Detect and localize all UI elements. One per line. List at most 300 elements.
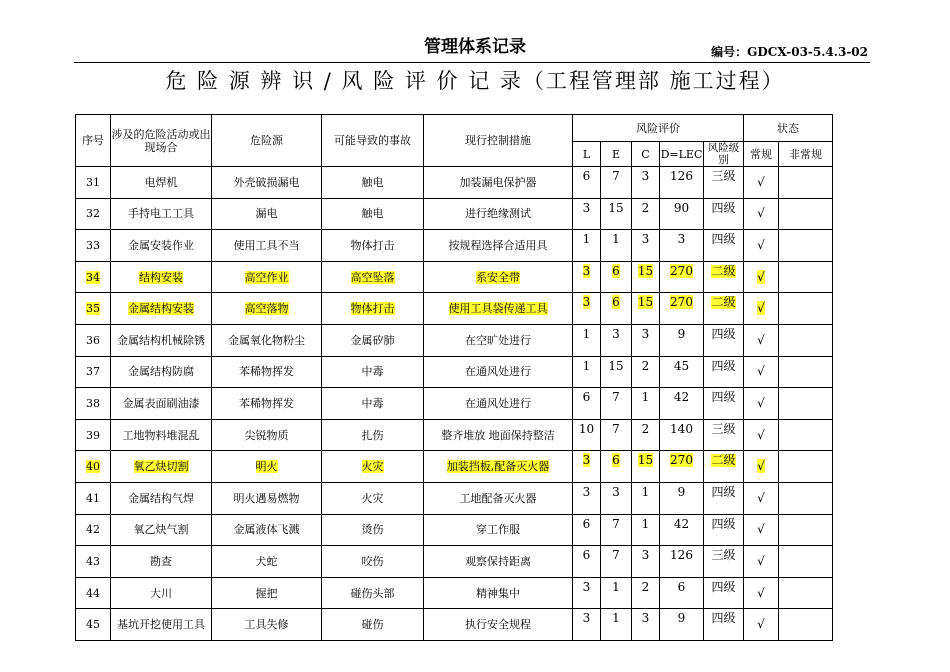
d-value [660, 198, 704, 230]
regular-check-text: √ [757, 553, 765, 568]
d-value-text: 270 [670, 453, 693, 468]
e-value-text: 1 [612, 579, 620, 594]
hazard-cell-text: 犬蛇 [255, 554, 278, 568]
irregular-check [779, 577, 833, 609]
l-value-text: 1 [582, 326, 591, 341]
accident-cell [322, 356, 424, 388]
c-value [632, 324, 660, 356]
d-value [660, 230, 704, 262]
activity-cell [111, 577, 212, 609]
table-row [76, 356, 833, 388]
col-header-activity: 涉及的危险活动或出现场合 [111, 115, 212, 167]
l-value [573, 324, 601, 356]
row-number-text: 34 [86, 270, 100, 284]
col-header-irregular: 非常规 [779, 142, 833, 167]
d-value-text: 3 [677, 232, 686, 247]
d-value [660, 514, 704, 546]
e-value-text: 7 [612, 421, 620, 436]
d-value-text: 42 [673, 516, 690, 531]
control-cell [424, 356, 573, 388]
activity-cell [111, 546, 212, 578]
irregular-check [779, 419, 833, 451]
hazard-cell-text: 工具失修 [244, 618, 289, 632]
hazard-cell-text: 握把 [255, 586, 278, 600]
row-number [76, 230, 111, 262]
c-value [632, 230, 660, 262]
accident-cell [322, 261, 424, 293]
accident-cell [322, 230, 424, 262]
accident-cell [322, 546, 424, 578]
d-value [660, 167, 704, 199]
control-cell-text: 在空旷处进行 [465, 333, 531, 347]
d-value [660, 324, 704, 356]
d-value [660, 293, 704, 325]
risk-level-text: 三级 [711, 421, 736, 436]
c-value [632, 609, 660, 641]
irregular-check [779, 198, 833, 230]
accident-cell-text: 触电 [361, 207, 384, 221]
regular-check [744, 451, 779, 483]
hazard-cell-text: 金属液体飞溅 [233, 523, 300, 537]
hazard-cell-text: 明火遇易燃物 [233, 491, 300, 505]
control-cell [424, 324, 573, 356]
c-value-text: 1 [641, 516, 650, 531]
irregular-check [779, 356, 833, 388]
c-value-text: 2 [641, 200, 650, 215]
regular-check [744, 546, 779, 578]
l-value [573, 388, 601, 420]
c-value [632, 261, 660, 293]
accident-cell [322, 482, 424, 514]
l-value-text: 3 [582, 611, 591, 626]
row-number [76, 261, 111, 293]
activity-cell [111, 167, 212, 199]
e-value-text: 1 [612, 611, 620, 626]
activity-cell-text: 金属结构气焊 [128, 491, 194, 505]
accident-cell [322, 388, 424, 420]
c-value-text: 3 [641, 326, 650, 341]
control-cell [424, 577, 573, 609]
l-value-text: 3 [582, 263, 591, 278]
risk-level [704, 482, 744, 514]
e-value-text: 6 [612, 453, 620, 468]
activity-cell-text: 大川 [150, 586, 172, 600]
activity-cell-text: 电焊机 [144, 175, 178, 189]
activity-cell [111, 261, 212, 293]
row-number [76, 198, 111, 230]
row-number [76, 514, 111, 546]
accident-cell-text: 碰伤 [361, 618, 384, 632]
d-value-text: 270 [670, 295, 693, 310]
risk-level [704, 293, 744, 325]
accident-cell-text: 火灾 [361, 460, 384, 474]
row-number [76, 419, 111, 451]
irregular-check [779, 167, 833, 199]
regular-check [744, 198, 779, 230]
control-cell-text: 工地配备灭火器 [459, 491, 537, 505]
row-number-text: 40 [86, 460, 100, 474]
accident-cell-text: 中毒 [361, 365, 384, 379]
table-row [76, 514, 833, 546]
e-value-text: 7 [612, 390, 620, 405]
risk-level [704, 198, 744, 230]
activity-cell-text: 基坑开挖使用工具 [117, 618, 205, 632]
row-number [76, 482, 111, 514]
regular-check [744, 261, 779, 293]
d-value-text: 126 [670, 169, 693, 183]
activity-cell [111, 482, 212, 514]
hazard-cell [212, 198, 322, 230]
row-number-text: 44 [86, 586, 100, 600]
c-value [632, 293, 660, 325]
row-number-text: 37 [86, 365, 100, 379]
accident-cell [322, 419, 424, 451]
col-header-c: C [632, 142, 660, 167]
accident-cell-text: 咬伤 [361, 554, 384, 568]
e-value-text: 3 [612, 484, 620, 499]
risk-level-text: 四级 [711, 232, 736, 247]
l-value-text: 1 [582, 232, 591, 247]
control-cell [424, 293, 573, 325]
hazard-cell-text: 明火 [255, 460, 278, 474]
accident-cell-text: 高空坠落 [350, 270, 395, 284]
hazard-cell [212, 577, 322, 609]
control-cell-text: 在通风处进行 [465, 396, 531, 410]
c-value [632, 356, 660, 388]
control-cell-text: 观察保持距离 [465, 554, 531, 568]
risk-level-text: 四级 [711, 579, 736, 594]
table-row [76, 293, 833, 325]
col-header-control: 现行控制措施 [424, 115, 573, 167]
regular-check-text: √ [757, 490, 765, 505]
e-value [601, 609, 632, 641]
d-value [660, 546, 704, 578]
l-value [573, 167, 601, 199]
l-value [573, 577, 601, 609]
col-header-level: 风险级别 [704, 142, 744, 167]
risk-level [704, 324, 744, 356]
control-cell [424, 230, 573, 262]
control-cell [424, 388, 573, 420]
c-value [632, 198, 660, 230]
row-number-text: 38 [86, 396, 100, 410]
risk-assessment-table [75, 114, 833, 641]
table-row [76, 451, 833, 483]
accident-cell-text: 烫伤 [361, 523, 384, 537]
activity-cell [111, 356, 212, 388]
risk-level-text: 二级 [711, 453, 736, 468]
d-value-text: 42 [673, 390, 690, 405]
col-header-hazard: 危险源 [212, 115, 322, 167]
activity-cell-text: 工地物料堆混乱 [122, 428, 200, 442]
activity-cell [111, 198, 212, 230]
risk-level-text: 四级 [711, 390, 736, 405]
regular-check-text: √ [757, 617, 765, 632]
main-title: 危 险 源 辨 识 / 风 险 评 价 记 录（工程管理部 施工过程） [165, 69, 785, 93]
table-row [76, 577, 833, 609]
risk-level [704, 261, 744, 293]
d-value [660, 419, 704, 451]
hazard-cell [212, 482, 322, 514]
l-value [573, 198, 601, 230]
control-cell [424, 167, 573, 199]
e-value-text: 6 [612, 295, 620, 310]
header-row [76, 115, 833, 142]
irregular-check [779, 451, 833, 483]
table-row [76, 167, 833, 199]
accident-cell-text: 触电 [361, 175, 384, 189]
regular-check-text: √ [757, 585, 765, 600]
e-value [601, 451, 632, 483]
col-header-e: E [601, 142, 632, 167]
l-value [573, 419, 601, 451]
e-value-text: 7 [612, 548, 620, 563]
l-value-text: 6 [582, 548, 591, 563]
e-value [601, 230, 632, 262]
header-rule [74, 62, 870, 63]
row-number-text: 39 [86, 428, 100, 442]
hazard-cell-text: 尖锐物质 [244, 428, 289, 442]
irregular-check [779, 230, 833, 262]
e-value-text: 15 [608, 200, 624, 215]
irregular-check [779, 293, 833, 325]
e-value [601, 167, 632, 199]
row-number-text: 36 [86, 333, 100, 347]
table-row [76, 419, 833, 451]
control-cell-text: 穿工作服 [476, 523, 520, 537]
d-value-text: 9 [677, 611, 686, 626]
regular-check-text: √ [757, 459, 765, 474]
regular-check-text: √ [757, 301, 765, 316]
activity-cell [111, 293, 212, 325]
l-value [573, 293, 601, 325]
d-value [660, 261, 704, 293]
hazard-cell [212, 546, 322, 578]
row-number [76, 577, 111, 609]
table-row [76, 230, 833, 262]
regular-check [744, 356, 779, 388]
regular-check [744, 419, 779, 451]
row-number-text: 41 [86, 491, 100, 505]
risk-level-text: 四级 [711, 200, 736, 215]
l-value [573, 356, 601, 388]
activity-cell [111, 388, 212, 420]
e-value-text: 6 [612, 263, 620, 278]
control-cell [424, 609, 573, 641]
row-number [76, 451, 111, 483]
row-number [76, 324, 111, 356]
accident-cell [322, 167, 424, 199]
c-value [632, 419, 660, 451]
irregular-check [779, 324, 833, 356]
l-value-text: 10 [578, 421, 595, 436]
col-header-no: 序号 [76, 115, 111, 167]
risk-level-text: 四级 [711, 484, 736, 499]
c-value-text: 15 [637, 295, 654, 310]
irregular-check [779, 261, 833, 293]
accident-cell-text: 金属矽肺 [350, 333, 395, 347]
l-value [573, 609, 601, 641]
col-header-d: D=LEC [660, 142, 704, 167]
activity-cell-text: 勘查 [150, 554, 172, 568]
activity-cell-text: 氧乙炔切割 [133, 460, 189, 474]
control-cell-text: 整齐堆放 地面保持整洁 [441, 428, 555, 442]
control-cell-text: 使用工具袋传递工具 [448, 302, 548, 316]
accident-cell-text: 火灾 [361, 491, 384, 505]
d-value [660, 609, 704, 641]
c-value-text: 2 [641, 358, 650, 373]
hazard-cell [212, 419, 322, 451]
row-number-text: 35 [86, 302, 100, 316]
accident-cell [322, 198, 424, 230]
control-cell [424, 514, 573, 546]
activity-cell [111, 324, 212, 356]
risk-level-text: 四级 [711, 326, 736, 341]
accident-cell-text: 扎伤 [361, 428, 384, 442]
e-value [601, 198, 632, 230]
row-number-text: 42 [86, 523, 100, 537]
e-value [601, 482, 632, 514]
accident-cell [322, 609, 424, 641]
risk-level [704, 388, 744, 420]
c-value [632, 514, 660, 546]
l-value [573, 230, 601, 262]
d-value-text: 6 [677, 579, 686, 594]
activity-cell-text: 金属结构防腐 [128, 365, 194, 379]
e-value [601, 514, 632, 546]
c-value [632, 546, 660, 578]
hazard-cell-text: 漏电 [255, 207, 278, 221]
control-cell [424, 419, 573, 451]
d-value-text: 270 [670, 263, 693, 278]
activity-cell [111, 419, 212, 451]
activity-cell-text: 金属安装作业 [128, 238, 194, 252]
d-value-text: 90 [673, 200, 690, 215]
row-number-text: 45 [86, 618, 100, 632]
c-value-text: 3 [641, 548, 650, 563]
row-number [76, 167, 111, 199]
c-value [632, 167, 660, 199]
document-number: 编号：GDCX-03-5.4.3-02 [711, 45, 868, 59]
regular-check [744, 167, 779, 199]
accident-cell [322, 577, 424, 609]
activity-cell-text: 手持电工工具 [128, 207, 194, 221]
regular-check [744, 609, 779, 641]
row-number [76, 546, 111, 578]
hazard-cell [212, 356, 322, 388]
table-row [76, 261, 833, 293]
d-value-text: 9 [677, 326, 686, 341]
hazard-cell [212, 324, 322, 356]
risk-level [704, 514, 744, 546]
hazard-cell-text: 高空落物 [244, 302, 289, 316]
hazard-cell [212, 609, 322, 641]
risk-level-text: 四级 [711, 516, 736, 531]
control-cell-text: 加装挡板,配备灭火器 [446, 460, 550, 474]
row-number [76, 356, 111, 388]
regular-check-text: √ [757, 522, 765, 537]
col-header-status: 状态 [744, 115, 833, 142]
c-value [632, 577, 660, 609]
risk-level [704, 546, 744, 578]
risk-level [704, 167, 744, 199]
control-cell [424, 482, 573, 514]
c-value-text: 3 [641, 169, 650, 183]
c-value-text: 3 [641, 232, 650, 247]
risk-level-text: 三级 [711, 548, 736, 563]
e-value-text: 15 [608, 358, 624, 373]
regular-check-text: √ [757, 364, 765, 379]
control-cell-text: 按规程选择合适用具 [448, 238, 548, 252]
regular-check [744, 577, 779, 609]
regular-check [744, 388, 779, 420]
activity-cell-text: 金属结构安装 [128, 302, 194, 316]
l-value [573, 261, 601, 293]
l-value-text: 3 [582, 295, 591, 310]
irregular-check [779, 546, 833, 578]
accident-cell [322, 514, 424, 546]
l-value-text: 6 [582, 516, 591, 531]
row-number-text: 43 [86, 554, 100, 568]
row-number [76, 609, 111, 641]
e-value-text: 1 [612, 232, 620, 247]
regular-check-text: √ [757, 174, 765, 189]
control-cell-text: 在通风处进行 [465, 365, 531, 379]
l-value-text: 3 [582, 453, 591, 468]
activity-cell-text: 金属表面刷油漆 [122, 396, 200, 410]
d-value [660, 356, 704, 388]
regular-check-text: √ [757, 269, 765, 284]
hazard-cell [212, 261, 322, 293]
c-value-text: 3 [641, 611, 650, 626]
l-value-text: 1 [582, 358, 591, 373]
risk-level-text: 三级 [711, 169, 736, 183]
control-cell [424, 198, 573, 230]
hazard-cell [212, 451, 322, 483]
row-number-text: 32 [86, 207, 100, 221]
d-value [660, 577, 704, 609]
d-value [660, 451, 704, 483]
control-cell-text: 执行安全规程 [465, 618, 531, 632]
accident-cell-text: 物体打击 [350, 302, 395, 316]
control-cell-text: 进行绝缘测试 [465, 207, 531, 221]
regular-check [744, 482, 779, 514]
regular-check-text: √ [757, 427, 765, 442]
c-value [632, 388, 660, 420]
control-cell-text: 系安全带 [476, 270, 520, 284]
irregular-check [779, 514, 833, 546]
table-row [76, 388, 833, 420]
table-row [76, 324, 833, 356]
table-row [76, 482, 833, 514]
hazard-cell-text: 高空作业 [244, 270, 289, 284]
l-value-text: 3 [582, 200, 591, 215]
d-value [660, 388, 704, 420]
regular-check [744, 293, 779, 325]
c-value-text: 15 [637, 263, 654, 278]
risk-level-text: 四级 [711, 358, 736, 373]
risk-level-text: 二级 [711, 295, 736, 310]
d-value-text: 140 [670, 421, 693, 436]
regular-check [744, 514, 779, 546]
control-cell [424, 546, 573, 578]
regular-check-text: √ [757, 206, 765, 221]
accident-cell [322, 324, 424, 356]
e-value-text: 3 [612, 326, 620, 341]
c-value-text: 2 [641, 421, 650, 436]
c-value-text: 2 [641, 579, 650, 594]
accident-cell [322, 451, 424, 483]
